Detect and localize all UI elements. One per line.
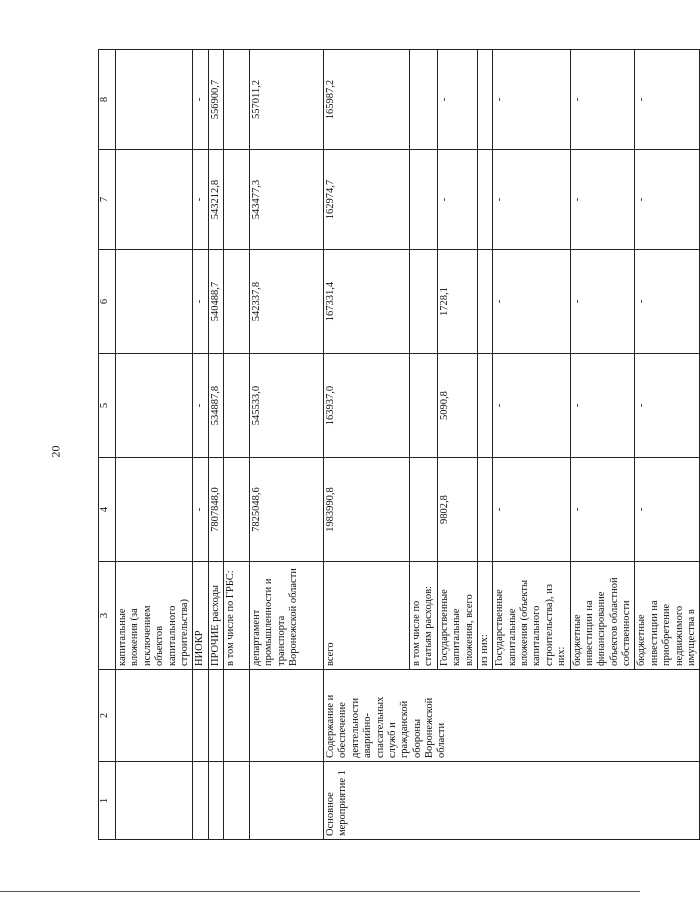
program-cell [250, 762, 324, 840]
value-cell: 543477,3 [250, 150, 324, 250]
value-cell [477, 150, 492, 250]
value-cell [116, 50, 193, 150]
value-cell: 1728,1 [437, 250, 477, 354]
value-cell: - [570, 250, 635, 354]
value-cell: 545533,0 [250, 354, 324, 458]
value-cell: 540488,7 [208, 250, 223, 354]
bottom-rule [0, 891, 640, 892]
value-cell: 557011,2 [250, 50, 324, 150]
value-cell [224, 250, 250, 354]
value-cell: - [437, 150, 477, 250]
expense-cell: бюджетные инвестиции на приобретение недвижимого имущества в [635, 562, 700, 670]
expense-cell: в том числе по статьям расходов: [410, 562, 438, 670]
value-cell [477, 50, 492, 150]
value-cell: - [493, 250, 570, 354]
expense-cell: из них: [477, 562, 492, 670]
header-row [99, 50, 116, 840]
title-cell [193, 670, 208, 762]
table-row [224, 50, 250, 840]
value-cell: 7807848,0 [208, 458, 223, 562]
title-cell [250, 670, 324, 762]
value-cell: - [493, 354, 570, 458]
program-cell: Основное мероприятие 1 [324, 762, 700, 840]
value-cell: - [493, 150, 570, 250]
value-cell: - [493, 50, 570, 150]
value-cell: 543212,8 [208, 150, 223, 250]
value-cell: 165987,2 [324, 50, 410, 150]
value-cell: 534887,8 [208, 354, 223, 458]
expense-cell: НИОКР [193, 562, 208, 670]
value-cell [224, 150, 250, 250]
table-row [193, 50, 208, 840]
value-cell: 167331,4 [324, 250, 410, 354]
expense-cell: всего [324, 562, 410, 670]
value-cell: - [437, 50, 477, 150]
column-number: 1 [99, 762, 116, 840]
value-cell: - [570, 150, 635, 250]
value-cell: 9802,8 [437, 458, 477, 562]
value-cell: - [635, 50, 700, 150]
value-cell [410, 354, 438, 458]
value-cell [477, 354, 492, 458]
expense-cell: капитальные вложения (за исключением объектов капитального строительства) [116, 562, 193, 670]
value-cell [410, 150, 438, 250]
value-cell: - [193, 354, 208, 458]
program-cell [193, 762, 208, 840]
rotated-table-wrapper [98, 50, 697, 840]
value-cell: - [570, 458, 635, 562]
table-row [208, 50, 223, 840]
column-number: 8 [99, 50, 116, 150]
value-cell: - [570, 50, 635, 150]
column-number: 5 [99, 354, 116, 458]
program-cell [224, 762, 250, 840]
value-cell: - [493, 458, 570, 562]
title-cell [224, 670, 250, 762]
value-cell: - [193, 250, 208, 354]
table-row [116, 50, 193, 840]
expense-cell: бюджетные инвестиции на финансирование объектов областной собственности [570, 562, 635, 670]
expense-cell: департамент промышленности и транспорта Воронежской области [250, 562, 324, 670]
value-cell [410, 250, 438, 354]
value-cell [224, 50, 250, 150]
column-number: 3 [99, 562, 116, 670]
budget-table [98, 49, 700, 840]
value-cell: 1983990,8 [324, 458, 410, 562]
column-number: 6 [99, 250, 116, 354]
value-cell: 556900,7 [208, 50, 223, 150]
value-cell: - [570, 354, 635, 458]
program-cell [116, 762, 193, 840]
column-number: 7 [99, 150, 116, 250]
column-number: 4 [99, 458, 116, 562]
value-cell: - [635, 458, 700, 562]
expense-cell: Государственные капитальные вложения (объекты капитального строительства), из них: [493, 562, 570, 670]
value-cell: - [193, 458, 208, 562]
value-cell: 5090,8 [437, 354, 477, 458]
table-row [324, 50, 410, 840]
value-cell [116, 458, 193, 562]
value-cell [477, 250, 492, 354]
title-cell [208, 670, 223, 762]
value-cell [410, 458, 438, 562]
table-row [250, 50, 324, 840]
value-cell: - [635, 354, 700, 458]
expense-cell: Государственные капитальные вложения, всего [437, 562, 477, 670]
value-cell [224, 354, 250, 458]
column-number: 2 [99, 670, 116, 762]
value-cell: - [635, 250, 700, 354]
value-cell [410, 50, 438, 150]
value-cell: 7825048,6 [250, 458, 324, 562]
value-cell: - [193, 150, 208, 250]
page-number: 20 [48, 445, 63, 458]
value-cell [116, 354, 193, 458]
title-cell [116, 670, 193, 762]
table-body [99, 50, 700, 840]
value-cell [116, 250, 193, 354]
value-cell [224, 458, 250, 562]
value-cell: 542337,8 [250, 250, 324, 354]
expense-cell: ПРОЧИЕ расходы [208, 562, 223, 670]
program-cell [208, 762, 223, 840]
value-cell: 162974,7 [324, 150, 410, 250]
title-cell: Содержание и обеспечение деятельности аварийно-спасательных служб и гражданской обороны Воронежской области [324, 670, 700, 762]
value-cell: 163937,0 [324, 354, 410, 458]
value-cell [116, 150, 193, 250]
expense-cell: в том числе по ГРБС: [224, 562, 250, 670]
value-cell: - [635, 150, 700, 250]
value-cell [477, 458, 492, 562]
value-cell: - [193, 50, 208, 150]
